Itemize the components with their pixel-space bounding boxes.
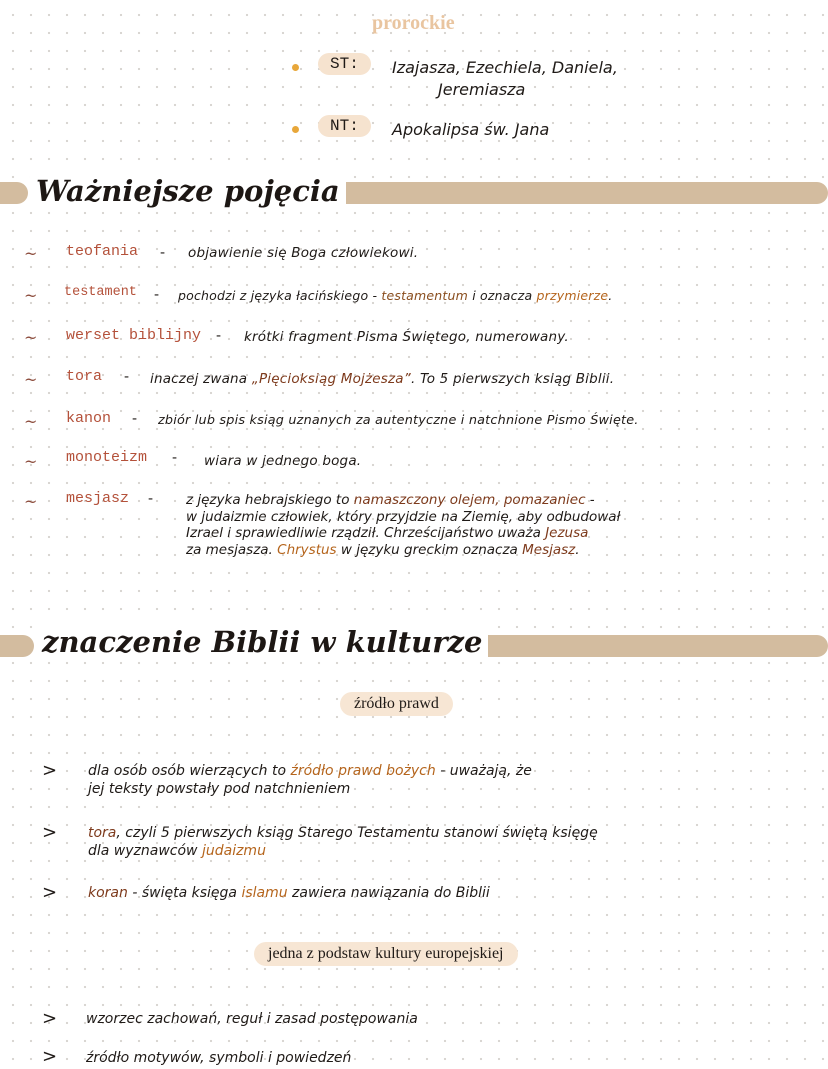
tilde-marker: ~ [24, 452, 38, 471]
subheading-pill-podstawy-kultury: jedna z podstaw kultury europejskiej [254, 942, 518, 966]
term-dash: - [160, 243, 166, 261]
heading-band-right [276, 182, 828, 204]
chevron-right-icon: > [42, 760, 58, 781]
list-item: dla osób osób wierzących to źródło prawd bożych - uważają, że jej teksty powstały pod natchnieniem [88, 763, 532, 797]
list-item: tora, czyli 5 pierwszych ksiąg Starego Testamentu stanowi świętą księgę dla wyznawców judaizmu [88, 825, 598, 859]
term-kanon: kanon [66, 410, 112, 427]
term-werset-biblijny: werset biblijny [66, 327, 202, 344]
def-tora: inaczej zwana „Pięcioksiąg Mojżesza”. To 5 pierwszych ksiąg Biblii. [150, 371, 615, 387]
st-text-line2: Jeremiasza [438, 80, 526, 99]
term-mesjasz: mesjasz [66, 490, 130, 507]
heading-band-left [0, 635, 34, 657]
chevron-right-icon: > [42, 1046, 58, 1067]
def-kanon: zbiór lub spis ksiąg uznanych za autentyczne i natchnione Pismo Święte. [158, 413, 639, 428]
tilde-marker: ~ [24, 286, 38, 305]
nt-text: Apokalipsa św. Jana [392, 120, 550, 139]
nt-label-pill: NT: [318, 115, 371, 137]
term-dash: - [216, 326, 222, 344]
heading-znaczenie-biblii: znaczenie Biblii w kulturze [36, 625, 488, 659]
list-item: źródło motywów, symboli i powiedzeń [86, 1050, 352, 1066]
heading-wazniejsze-pojecia: Ważniejsze pojęcia [30, 174, 346, 208]
term-dash: - [124, 367, 130, 385]
term-teofania: teofania [66, 243, 139, 260]
term-dash: - [154, 285, 160, 303]
chevron-right-icon: > [42, 1008, 58, 1029]
tilde-marker: ~ [24, 370, 38, 389]
bullet-dot [292, 126, 299, 133]
tilde-marker: ~ [24, 412, 38, 431]
subheading-pill-zrodlo-prawd: źródło prawd [340, 692, 453, 716]
def-mesjasz: z języka hebrajskiego to namaszczony olejem, pomazaniec - w judaizmie człowiek, który przyjdzie na Ziemię, aby odbudował Izrael i sprawiedliwie rządził. Chrześcijaństwo uważa Jezusa za mesjasza. Chrystus w języku greckim oznacza Mesjasz. [186, 492, 621, 558]
list-item: wzorzec zachowań, reguł i zasad postępowania [86, 1011, 418, 1027]
st-text-line1: Izajasza, Ezechiela, Daniela, [392, 58, 618, 77]
st-label-pill: ST: [318, 53, 371, 75]
chevron-right-icon: > [42, 882, 58, 903]
chevron-right-icon: > [42, 822, 58, 843]
heading-band-left [0, 182, 28, 204]
def-werset: krótki fragment Pisma Świętego, numerowany. [244, 329, 569, 345]
tilde-marker: ~ [24, 492, 38, 511]
term-dash: - [172, 448, 178, 466]
term-testament: testament [64, 285, 137, 300]
section-title-prorockie: prorockie [372, 12, 455, 34]
def-testament: pochodzi z języka łacińskiego - testamentum i oznacza przymierze. [178, 288, 613, 303]
tilde-marker: ~ [24, 328, 38, 347]
tilde-marker: ~ [24, 244, 38, 263]
term-tora: tora [66, 368, 103, 385]
term-monoteizm: monoteizm [66, 449, 148, 466]
term-dash: - [132, 409, 138, 427]
bullet-dot [292, 64, 299, 71]
def-teofania: objawienie się Boga człowiekowi. [188, 245, 419, 261]
term-dash: - [148, 489, 154, 507]
list-item: koran - święta księga islamu zawiera nawiązania do Biblii [88, 885, 490, 901]
def-monoteizm: wiara w jednego boga. [204, 453, 362, 469]
